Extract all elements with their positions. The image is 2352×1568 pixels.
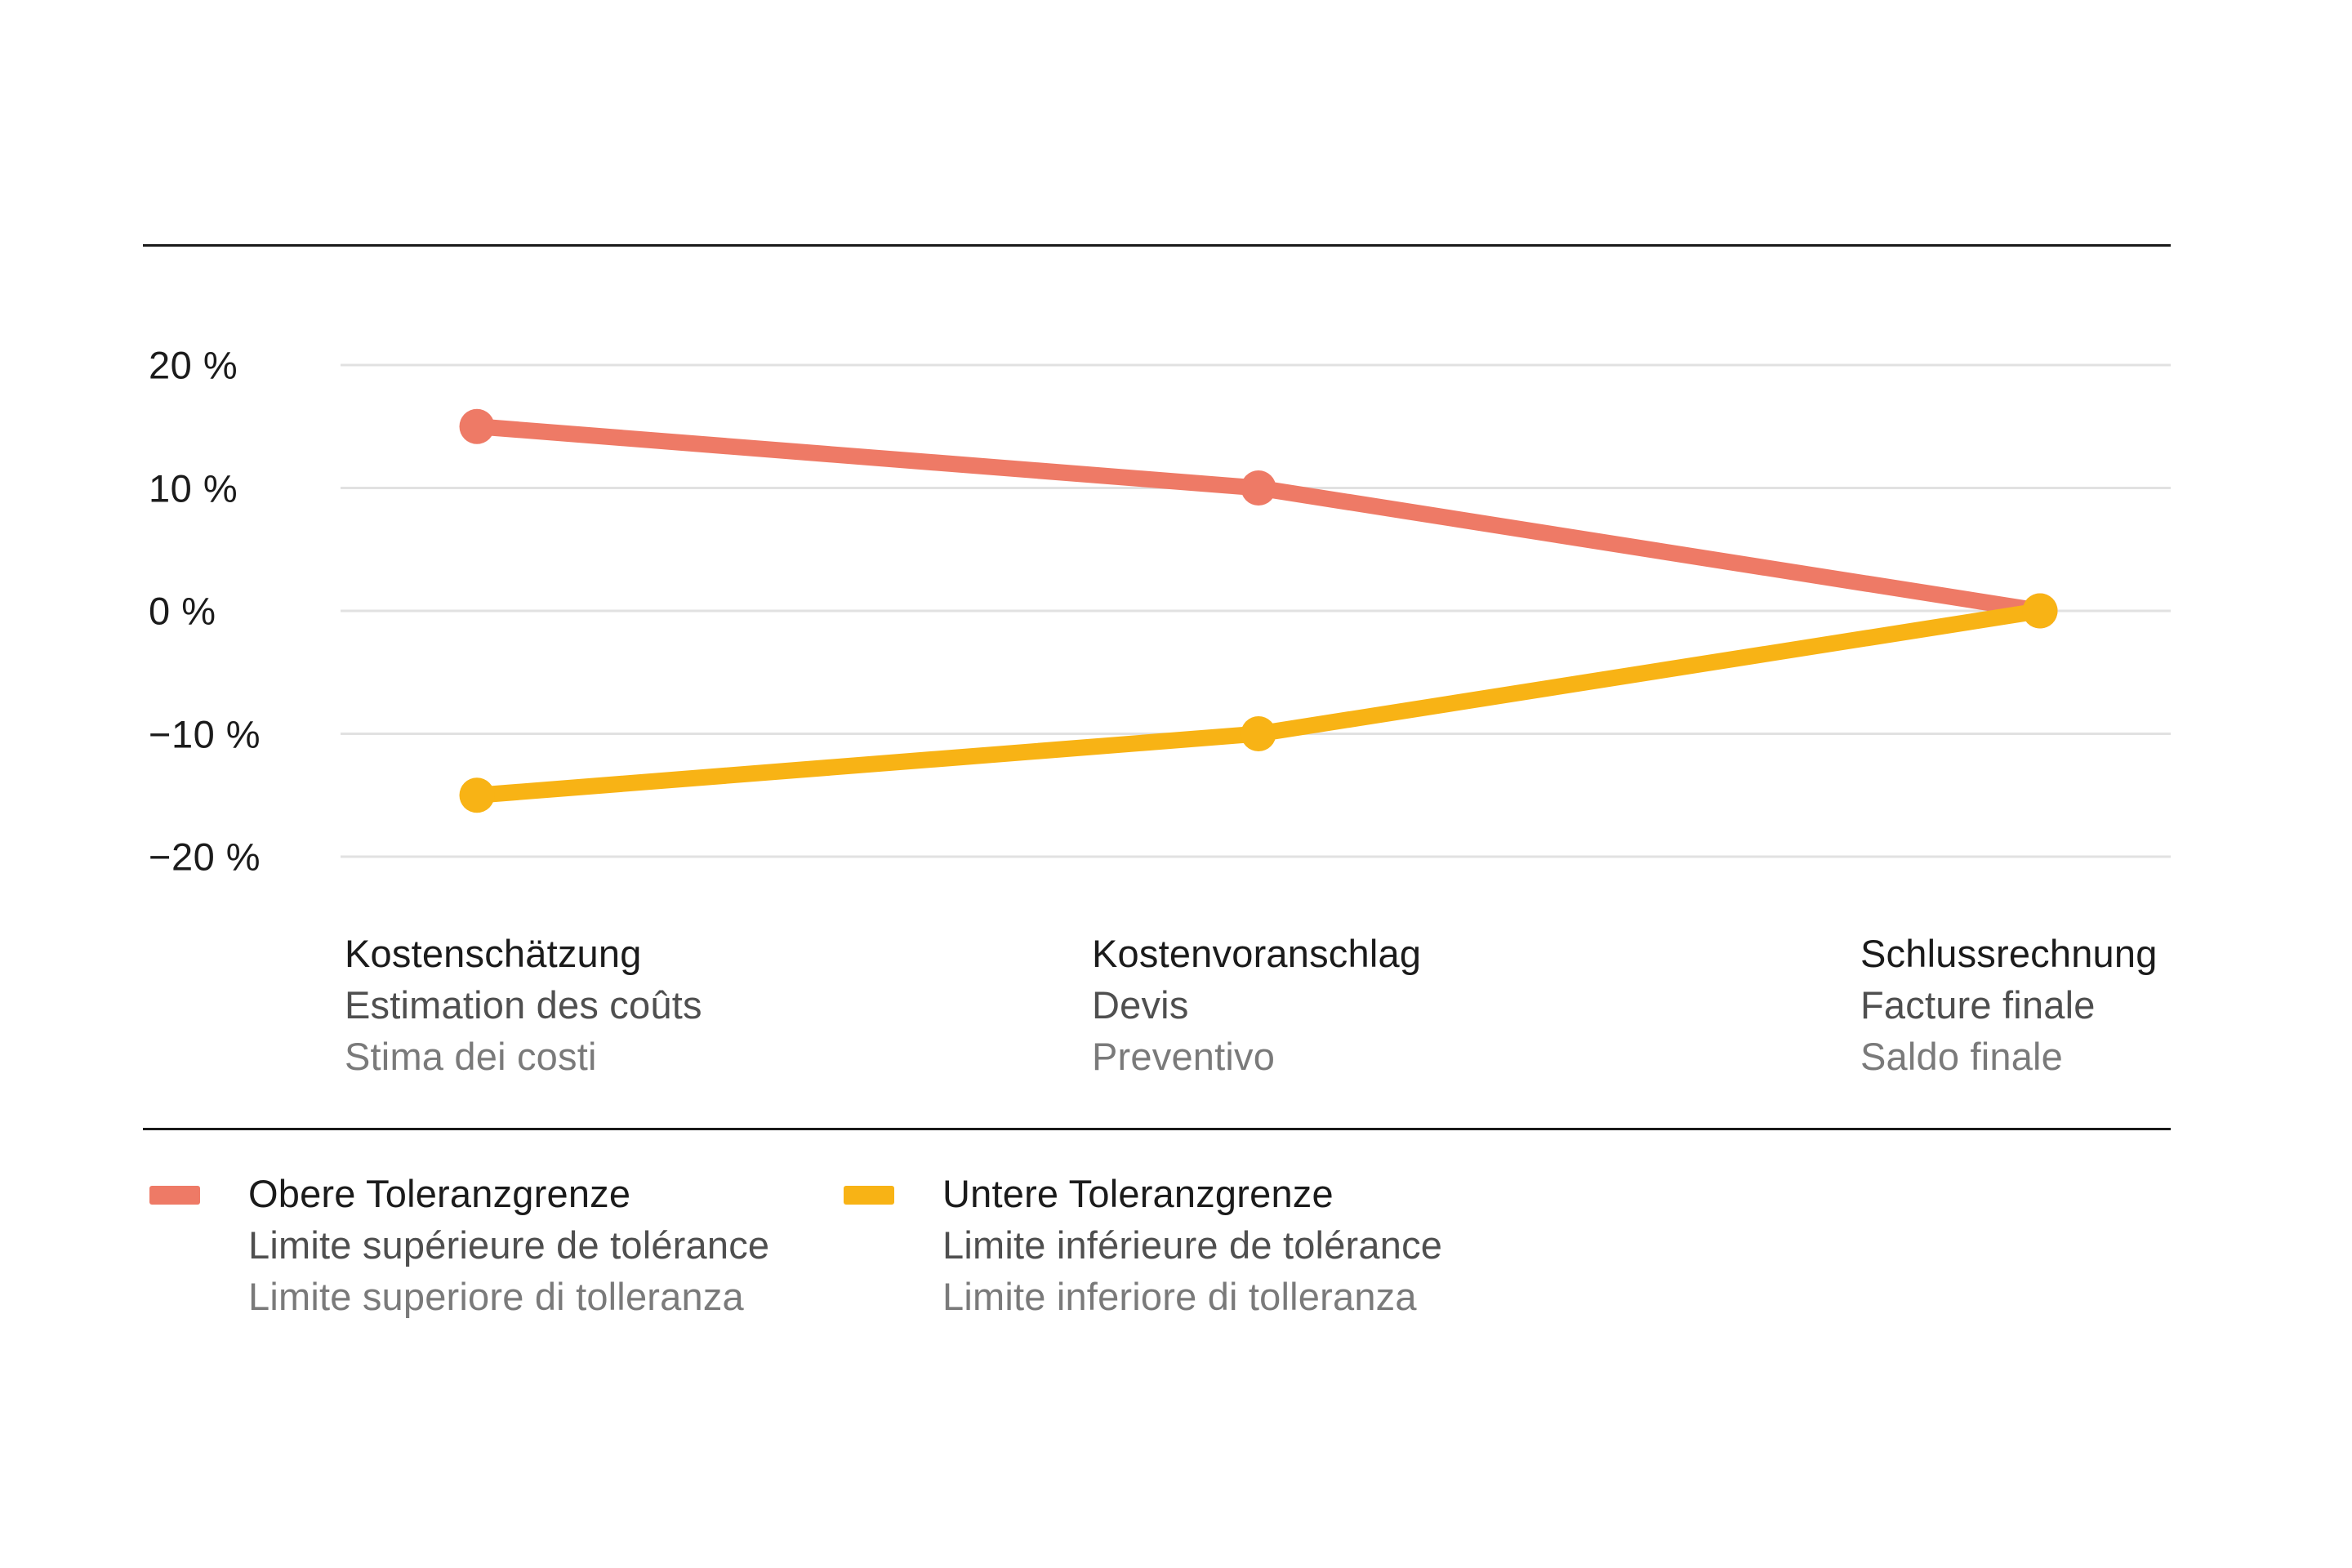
y-tick-label: 20 % [149,343,238,387]
data-point [2023,594,2058,629]
bottom-divider [143,1128,2171,1130]
y-tick-label: −10 % [149,712,261,755]
legend-label-de: Obere Toleranzgrenze [248,1172,631,1215]
y-tick-label: 0 % [149,589,216,633]
data-point [460,409,495,444]
legend-label-fr: Limite supérieure de tolérance [248,1223,770,1267]
data-point [1241,470,1276,506]
x-category-label [1860,928,2158,1082]
category-label-de: Kostenschätzung [345,932,642,975]
category-label-de: Schlussrechnung [1860,932,2158,975]
data-point [460,777,495,813]
legend-label-fr: Limite inférieure de tolérance [942,1223,1443,1267]
series-line-lower [477,611,2040,795]
legend-label-it: Limite inferiore di tolleranza [942,1275,1417,1318]
series-line-upper [477,426,2040,611]
y-tick-label: 10 % [149,466,238,510]
legend-swatch-icon [844,1186,894,1205]
category-label-de: Kostenvoranschlag [1092,932,1422,975]
category-label-it: Saldo finale [1860,1035,2064,1078]
category-label-fr: Estimation des coûts [345,983,702,1027]
y-tick-label: −20 % [149,835,261,879]
legend-swatch-icon [149,1186,200,1205]
legend-text [942,1168,1442,1322]
legend-label-de: Untere Toleranzgrenze [942,1172,1334,1215]
category-label-it: Preventivo [1092,1035,1276,1078]
legend-item-lower [844,1168,1442,1322]
x-category-label [1092,928,1421,1082]
category-label-it: Stima dei costi [345,1035,597,1078]
data-point [1241,716,1276,751]
x-category-label [345,928,702,1082]
category-label-fr: Devis [1092,983,1189,1027]
legend-item-upper [149,1168,769,1322]
category-label-fr: Facture finale [1860,983,2096,1027]
legend-label-it: Limite superiore di tolleranza [248,1275,744,1318]
legend-text [248,1168,769,1322]
